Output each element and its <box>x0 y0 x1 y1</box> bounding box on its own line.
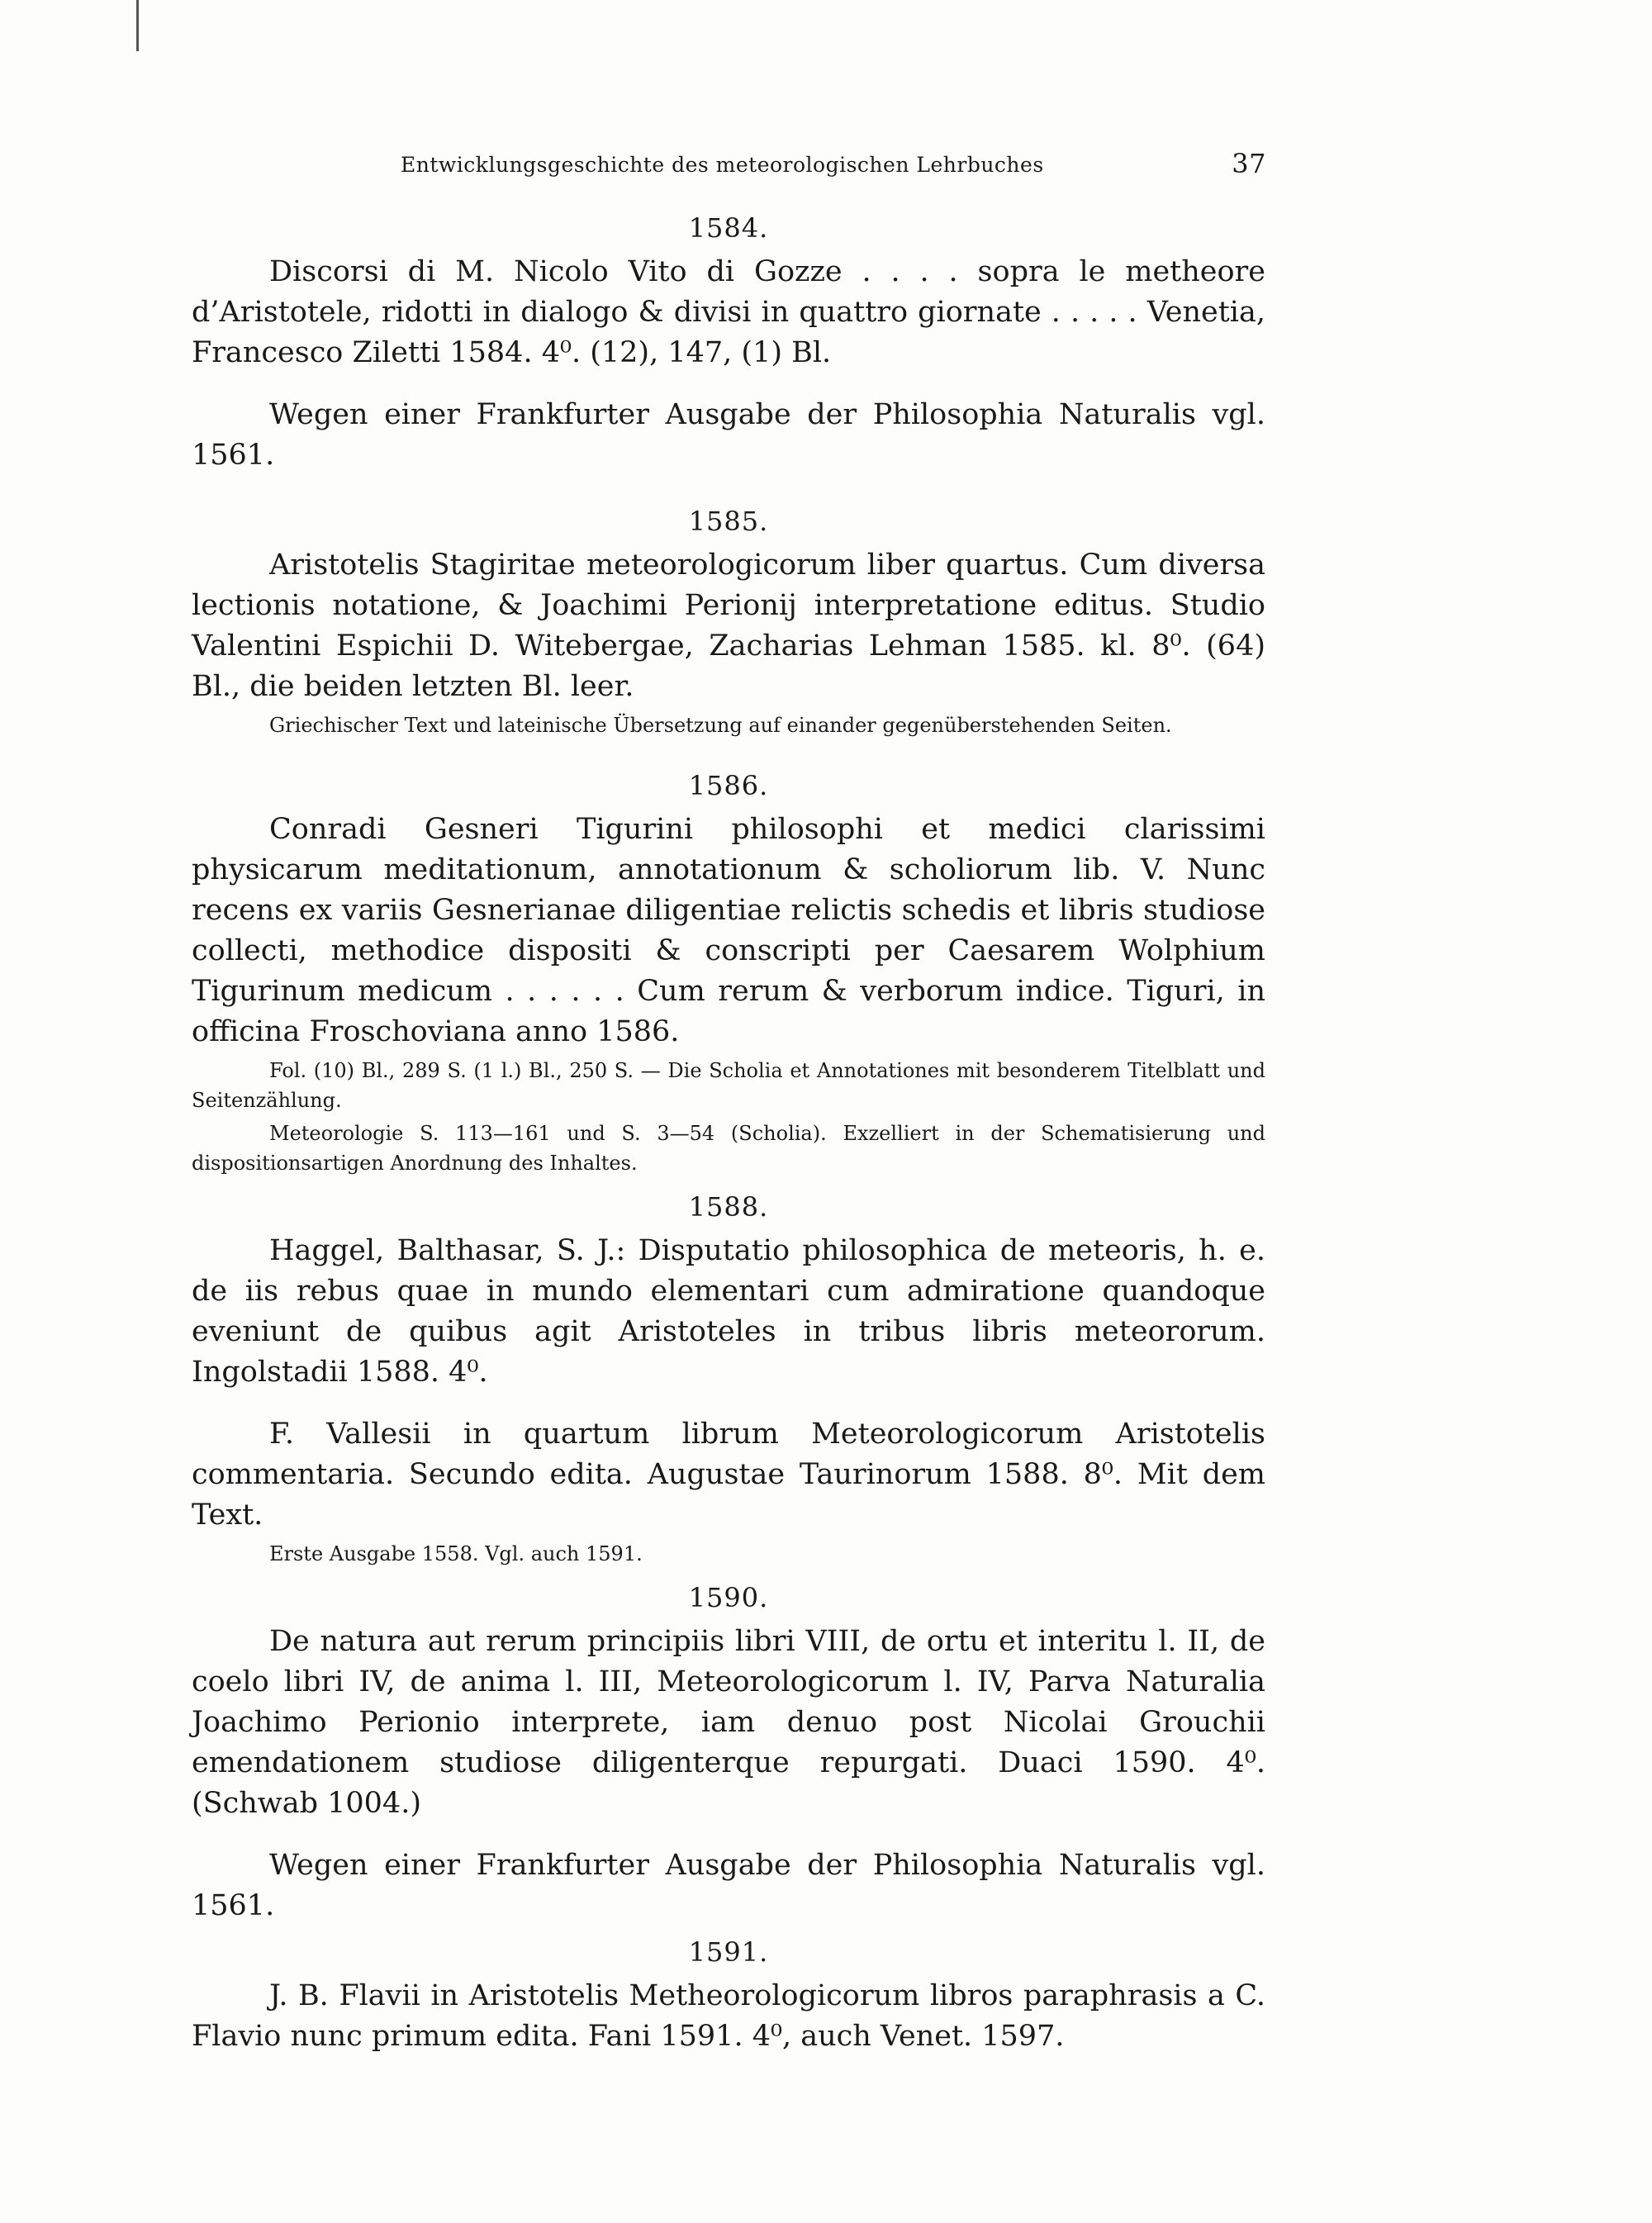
year-heading: 1590. <box>688 1582 769 1613</box>
bibliography-entry: J. B. Flavii in Aristotelis Metheorologicorum libros paraphrasis a C. Flavio nunc primum edita. Fani 1591. 4⁰, auch Venet. 1597. <box>192 1979 1265 2053</box>
bibliography-entry: Discorsi di M. Nicolo Vito di Gozze . . . . sopra le metheore d’Aristotele, ridotti in dialogo & divisi in quattro giornate . . . . . Venetia, Francesco Ziletti 1584. 4⁰. (12), 147, (1) Bl. <box>192 255 1265 369</box>
bibliography-note: Erste Ausgabe 1558. Vgl. auch 1591. <box>269 1542 643 1565</box>
bibliography-entry: Conradi Gesneri Tigurini philosophi et medici clarissimi physicarum meditationum, annotationum & scholiorum lib. V. Nunc recens ex variis Gesnerianae diligentiae relictis schedis et libris studiose collecti, methodice dispositi & conscripti per Caesarem Wolphium Tigurinum medicum . . . . . . Cum rerum & verborum indice. Tiguri, in officina Froschoviana anno 1586. <box>192 813 1265 1048</box>
header-title: Entwicklungsgeschichte des meteorologischen Lehrbuches <box>401 153 1044 177</box>
bibliography-entry: De natura aut rerum principiis libri VIII, de ortu et interitu l. II, de coelo libri IV, de anima l. III, Meteorologicorum l. IV, Parva Naturalia Joachimo Perionio interprete, iam denuo post Nicolai Grouchii emendationem studiose diligenterque repurgati. Duaci 1590. 4⁰. (Schwab 1004.) <box>192 1625 1265 1820</box>
year-heading: 1584. <box>688 212 769 244</box>
page-content <box>192 211 1265 2057</box>
bibliography-entry: Aristotelis Stagiritae meteorologicorum liber quartus. Cum diversa lectionis notatione, & Joachimi Perionij interpretatione editus. Studio Valentini Espichii D. Witebergae, Zacharias Lehman 1585. kl. 8⁰. (64) Bl., die beiden letzten Bl. leer. <box>192 549 1265 703</box>
year-heading: 1591. <box>688 1936 769 1968</box>
bibliography-note: Meteorologie S. 113—161 und S. 3—54 (Scholia). Exzelliert in der Schematisierung und dispositionsartigen Anordnung des Inhaltes. <box>192 1122 1265 1175</box>
scan-margin-line <box>136 0 139 51</box>
year-heading: 1588. <box>688 1191 769 1223</box>
bibliography-note: Griechischer Text und lateinische Übersetzung auf einander gegenüberstehenden Seiten. <box>269 714 1172 737</box>
bibliography-entry: Wegen einer Frankfurter Ausgabe der Philosophia Naturalis vgl. 1561. <box>192 1849 1265 1922</box>
bibliography-entry: Haggel, Balthasar, S. J.: Disputatio philosophica de meteoris, h. e. de iis rebus quae in mundo elementari cum admiratione quandoque eveniunt de quibus agit Aristoteles in tribus libris meteororum. Ingolstadii 1588. 4⁰. <box>192 1234 1265 1389</box>
bibliography-entry: Wegen einer Frankfurter Ausgabe der Philosophia Naturalis vgl. 1561. <box>192 398 1265 472</box>
page-number: 37 <box>1232 148 1266 179</box>
year-heading: 1586. <box>688 770 769 801</box>
year-heading: 1585. <box>688 506 769 537</box>
bibliography-entry: F. Vallesii in quartum librum Meteorologicorum Aristotelis commentaria. Secundo edita. Augustae Taurinorum 1588. 8⁰. Mit dem Text. <box>192 1418 1265 1532</box>
bibliography-note: Fol. (10) Bl., 289 S. (1 l.) Bl., 250 S. — Die Scholia et Annotationes mit besonderem Titelblatt und Seitenzählung. <box>192 1059 1265 1112</box>
